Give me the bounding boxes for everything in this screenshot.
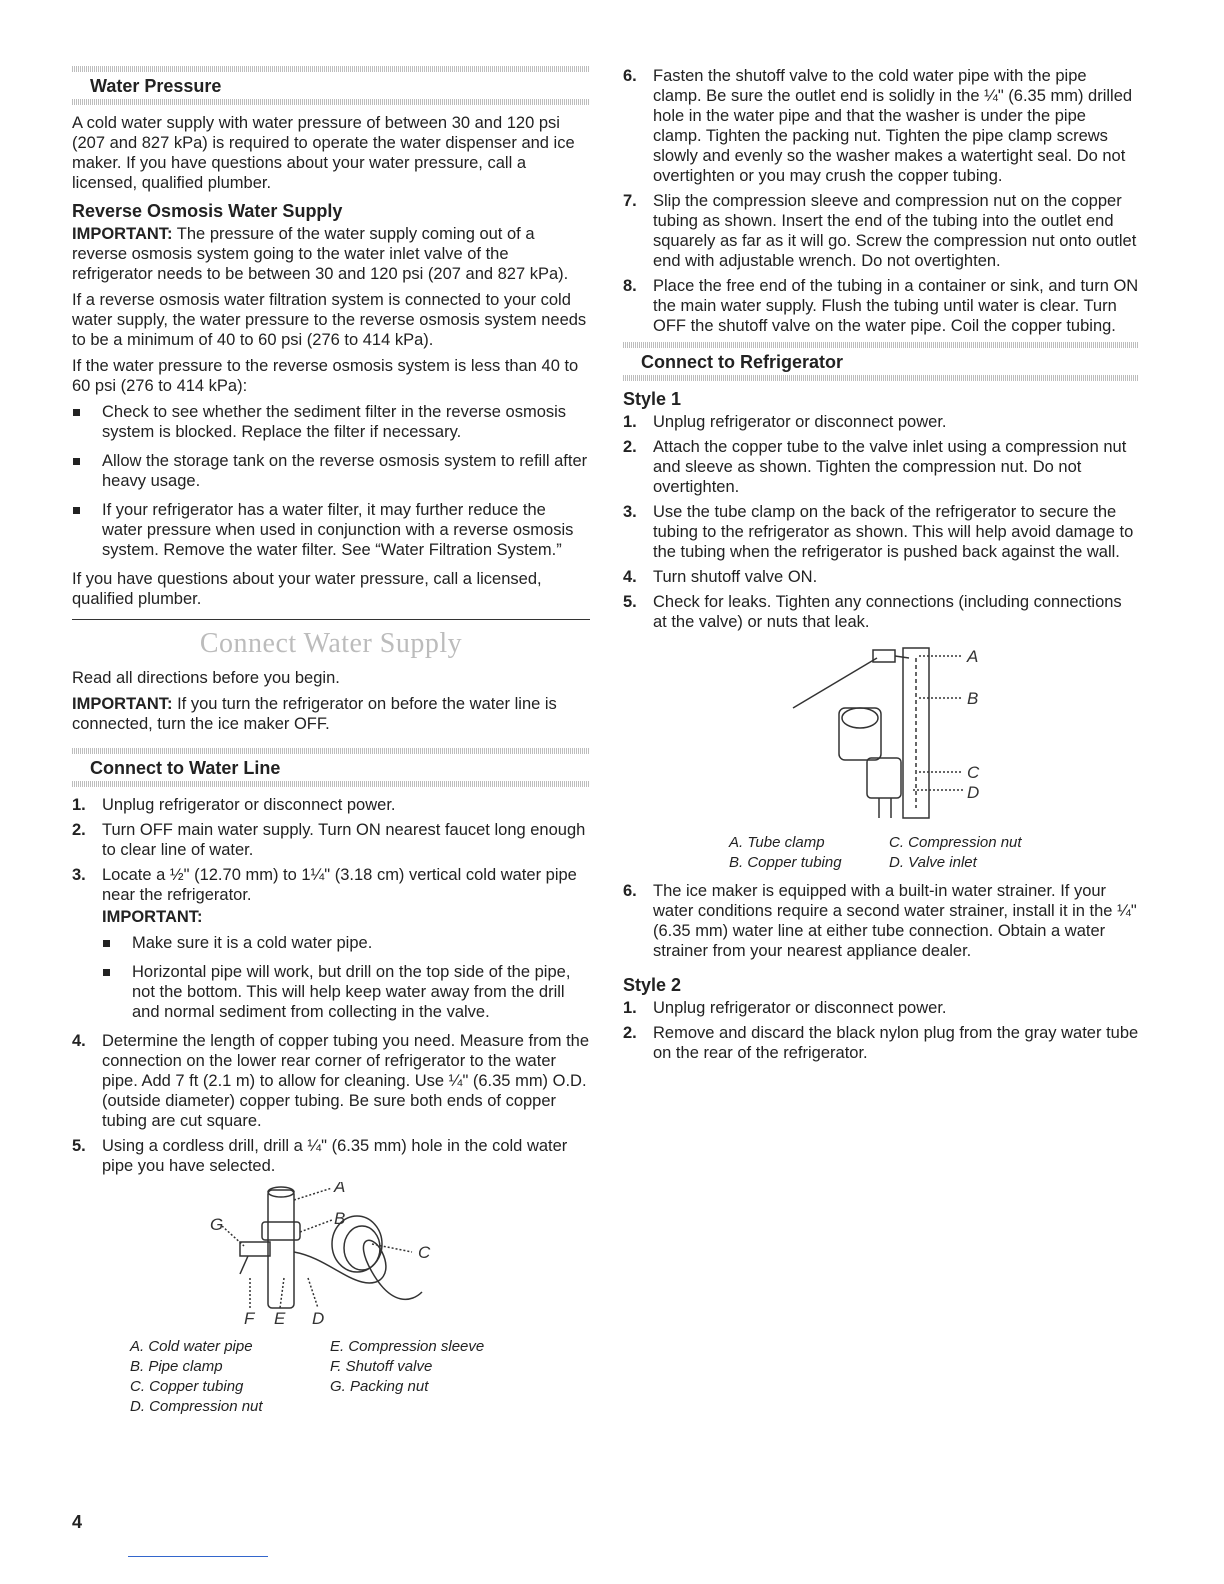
step-item [623, 66, 1139, 186]
step-item [623, 502, 1139, 562]
water-line-steps-continued [623, 66, 1139, 336]
style1-step6 [623, 881, 1139, 961]
reverse-osmosis-title: Reverse Osmosis Water Supply [72, 201, 343, 221]
reverse-osmosis-para2: If the water pressure to the reverse osmosis system is less than 40 to 60 psi (276 to 414 kPa): [72, 357, 579, 395]
captions-right [330, 1337, 530, 1417]
water-pressure-intro: A cold water supply with water pressure of between 30 and 120 psi (207 and 827 kPa) is required to operate the water dispenser and ice maker. If you have questions about your water pressure, call a licensed, qualified plumber. [72, 114, 575, 192]
water-line-header [72, 748, 590, 787]
step-item [623, 412, 1139, 432]
water-line-steps [72, 795, 590, 1176]
step-number: 5. [623, 593, 637, 611]
water-pressure-title: Water Pressure [90, 76, 222, 96]
step-number: 1. [623, 999, 637, 1017]
step-item [72, 1136, 590, 1176]
step-item [623, 1023, 1139, 1063]
tube-clamp [873, 650, 895, 662]
step-number: 3. [623, 503, 637, 521]
captions-right [889, 833, 1049, 873]
water-valve [839, 708, 881, 760]
bullet-item: Make sure it is a cold water pipe. [102, 933, 590, 953]
figure-letter: A [334, 1182, 346, 1196]
figure-letter: E [274, 1309, 286, 1328]
step-number: 3. [72, 866, 86, 884]
water-pressure-header [72, 66, 590, 105]
connect-water-supply-title: Connect Water Supply [199, 628, 463, 659]
reverse-osmosis-closing: If you have questions about your water pressure, call a licensed, qualified plumber. [72, 570, 542, 608]
step-number: 2. [623, 438, 637, 456]
step-text: Slip the compression sleeve and compression nut on the copper tubing as shown. Insert the end of the tubing into the outlet end squarely as far as it will go. Screw the compression nut onto outlet end with adjustable wrench. Do not overtighten. [653, 192, 1137, 270]
figure-letter: B [967, 689, 979, 708]
caption: B. Copper tubing [729, 854, 842, 871]
caption: D. Valve inlet [889, 854, 977, 871]
caption: G. Packing nut [330, 1378, 429, 1395]
step-item [623, 191, 1139, 271]
figure-letter: B [334, 1209, 346, 1228]
water-line-title: Connect to Water Line [90, 758, 281, 778]
style1-title: Style 1 [623, 389, 682, 409]
caption: A. Tube clamp [729, 834, 825, 851]
step-text: Locate a ½" (12.70 mm) to 1¼" (3.18 cm) vertical cold water pipe near the refrigerator. [102, 866, 577, 904]
step-number: 8. [623, 277, 637, 295]
step3-important-label: IMPORTANT: [102, 908, 203, 926]
step-item [72, 865, 590, 1022]
figure-letter: D [312, 1309, 325, 1328]
step-item [623, 998, 1139, 1018]
bullet-item: Allow the storage tank on the reverse osmosis system to refill after heavy usage. [72, 451, 590, 491]
figure-letter: C [967, 763, 980, 782]
figure-letter: G [210, 1215, 224, 1234]
step-number: 4. [623, 568, 637, 586]
step-number: 4. [72, 1032, 86, 1050]
refrigerator-header [623, 342, 1139, 381]
bullet-item: Horizontal pipe will work, but drill on the top side of the pipe, not the bottom. This will help keep water away from the drill and normal sediment from collecting in the valve. [102, 962, 590, 1022]
step-text: Unplug refrigerator or disconnect power. [653, 999, 947, 1017]
section-divider [72, 619, 590, 620]
step-text: Attach the copper tube to the valve inlet using a compression nut and sleeve as shown. Tighten the compression nut. Do not overtighten. [653, 438, 1127, 496]
figure-letter: A [967, 647, 979, 666]
valve-inlet-figure [623, 638, 1139, 873]
shutoff-valve-illustration [72, 1182, 590, 1332]
caption: C. Compression nut [889, 834, 1022, 851]
page-number: 4 [72, 1512, 83, 1532]
step-text: Remove and discard the black nylon plug from the gray water tube on the rear of the refrigerator. [653, 1024, 1139, 1062]
caption: A. Cold water pipe [130, 1338, 253, 1355]
step-text: Turn OFF main water supply. Turn ON nearest faucet long enough to clear line of water. [102, 821, 586, 859]
caption: C. Copper tubing [130, 1378, 244, 1395]
bullet-item: If your refrigerator has a water filter, it may further reduce the water pressure when used in conjunction with a reverse osmosis system. Remove the water filter. See “Water Filtration System.” [72, 500, 590, 560]
step-item [623, 592, 1139, 632]
step-text: The ice maker is equipped with a built-in water strainer. If your water conditions require a second water strainer, install it in the ¼" (6.35 mm) water line at either tube connection. Obtain a water strainer from your nearest appliance dealer. [653, 882, 1137, 960]
shutoff-valve [240, 1242, 270, 1256]
step-item [623, 437, 1139, 497]
reverse-osmosis-important [72, 224, 590, 284]
right-column [623, 66, 1139, 1069]
step-item [623, 881, 1139, 961]
reverse-osmosis-bullets [72, 402, 590, 560]
captions-left [130, 1337, 330, 1417]
caption: E. Compression sleeve [330, 1338, 485, 1355]
step-number: 6. [623, 882, 637, 900]
step-text: Unplug refrigerator or disconnect power. [653, 413, 947, 431]
footer-rule [128, 1556, 268, 1557]
left-column [72, 66, 590, 1417]
style2-title: Style 2 [623, 975, 682, 995]
important-text: The pressure of the water supply coming out of a reverse osmosis system going to the water inlet valve of the refrigerator needs to be between 30 and 120 psi (207 and 827 kPa). [72, 225, 569, 283]
step-text: Check for leaks. Tighten any connections (including connections at the valve) or nuts that leak. [653, 593, 1122, 631]
style2-steps [623, 998, 1139, 1063]
cold-water-pipe [268, 1190, 294, 1308]
step-item [72, 820, 590, 860]
step-number: 2. [72, 821, 86, 839]
step-number: 1. [623, 413, 637, 431]
step-text: Turn shutoff valve ON. [653, 568, 818, 586]
caption: F. Shutoff valve [330, 1358, 433, 1375]
figure-captions [729, 833, 1049, 873]
step-text: Fasten the shutoff valve to the cold water pipe with the pipe clamp. Be sure the outlet end is solidly in the ¼" (6.35 mm) drilled hole in the water pipe and that the washer is under the pipe clamp. Tighten the packing nut. Tighten the pipe clamp screws slowly and evenly so the washer makes a watertight seal. Do not overtighten or you may crush the copper tubing. [653, 67, 1133, 185]
step-number: 1. [72, 796, 86, 814]
step3-bullets [102, 933, 590, 1022]
step-text: Place the free end of the tubing in a container or sink, and turn ON the main water supply. Flush the tubing until water is clear. Turn OFF the shutoff valve on the water pipe. Coil the copper tubing. [653, 277, 1139, 335]
read-directions: Read all directions before you begin. [72, 669, 340, 687]
step-item [72, 795, 590, 815]
valve-inlet-illustration [623, 638, 1139, 828]
caption: D. Compression nut [130, 1398, 263, 1415]
figure-letter: D [967, 783, 980, 802]
reverse-osmosis-para1: If a reverse osmosis water filtration system is connected to your cold water supply, the water pressure to the reverse osmosis system needs to be a minimum of 40 to 60 psi (276 to 414 kPa). [72, 291, 587, 349]
step-text: Unplug refrigerator or disconnect power. [102, 796, 396, 814]
shutoff-valve-figure [72, 1182, 590, 1417]
style1-steps [623, 412, 1139, 632]
step-item [623, 276, 1139, 336]
figure-captions [130, 1337, 530, 1417]
caption: B. Pipe clamp [130, 1358, 223, 1375]
captions-left [729, 833, 889, 873]
step-number: 7. [623, 192, 637, 210]
connect-supply-important [72, 694, 590, 734]
figure-letter: F [244, 1309, 255, 1328]
step-item [623, 567, 1139, 587]
important-label: IMPORTANT: [72, 695, 173, 713]
step-text: Determine the length of copper tubing you need. Measure from the connection on the lower rear corner of refrigerator to the water pipe. Add 7 ft (2.1 m) to allow for cleaning. Use ¼" (6.35 mm) O.D. (outside diameter) copper tubing. Be sure both ends of copper tubing are cut square. [102, 1032, 590, 1130]
step-number: 6. [623, 67, 637, 85]
refrigerator-title: Connect to Refrigerator [641, 352, 844, 372]
step-number: 2. [623, 1024, 637, 1042]
step-number: 5. [72, 1137, 86, 1155]
step-text: Use the tube clamp on the back of the refrigerator to secure the tubing to the refrigerator as shown. This will help avoid damage to the tubing when the refrigerator is pushed back against the wall. [653, 503, 1134, 561]
important-label: IMPORTANT: [72, 225, 173, 243]
step-item [72, 1031, 590, 1131]
step-text: Using a cordless drill, drill a ¼" (6.35 mm) hole in the cold water pipe you have selected. [102, 1137, 568, 1175]
figure-letter: C [418, 1243, 431, 1262]
important-text: If you turn the refrigerator on before the water line is connected, turn the ice maker OFF. [72, 695, 557, 733]
bullet-item: Check to see whether the sediment filter in the reverse osmosis system is blocked. Replace the filter if necessary. [72, 402, 590, 442]
